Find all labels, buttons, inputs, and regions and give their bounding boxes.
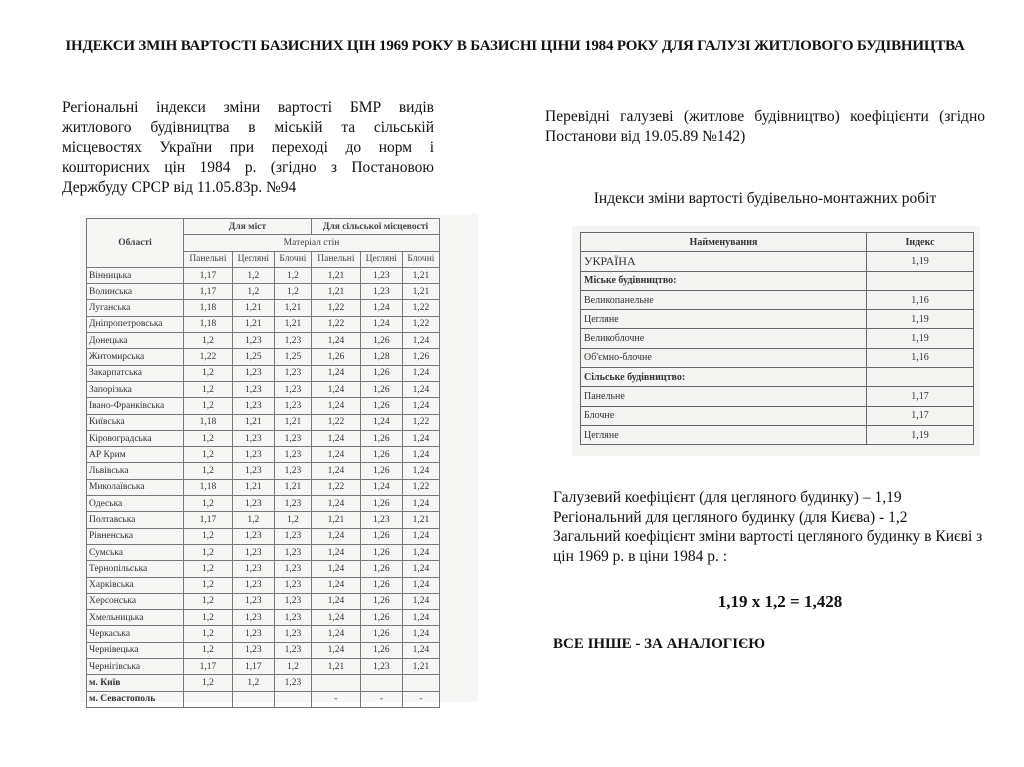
index-value: 1,23 bbox=[232, 430, 274, 446]
header-col-3: Панельні bbox=[311, 251, 360, 267]
index-value: 1,2 bbox=[184, 610, 233, 626]
index-value: 1,17 bbox=[232, 659, 274, 675]
item-index: 1,16 bbox=[867, 348, 974, 367]
header-col-2: Блочні bbox=[274, 251, 311, 267]
index-value: 1,26 bbox=[360, 593, 402, 609]
index-value: 1,23 bbox=[274, 430, 311, 446]
table-row bbox=[87, 561, 440, 577]
index-value: 1,23 bbox=[274, 381, 311, 397]
index-value: 1,28 bbox=[360, 349, 402, 365]
index-value: 1,21 bbox=[232, 316, 274, 332]
regional-indices-table bbox=[86, 218, 440, 708]
index-value: 1,24 bbox=[402, 577, 439, 593]
index-value: 1,21 bbox=[232, 300, 274, 316]
index-value: 1,26 bbox=[360, 463, 402, 479]
header-col-0: Панельні bbox=[184, 251, 233, 267]
table-row bbox=[581, 252, 974, 271]
region-name: Київська bbox=[87, 414, 184, 430]
item-name: Об'ємно-блочне bbox=[581, 348, 867, 367]
index-value: 1,24 bbox=[402, 430, 439, 446]
index-value: 1,18 bbox=[184, 414, 233, 430]
index-value: 1,23 bbox=[232, 398, 274, 414]
bmr-indices-subtitle: Індекси зміни вартості будівельно-монтажних робіт bbox=[593, 190, 937, 207]
table-row bbox=[87, 463, 440, 479]
index-value: 1,24 bbox=[402, 626, 439, 642]
item-index: 1,19 bbox=[867, 252, 974, 271]
item-name: Міське будівництво: bbox=[581, 271, 867, 290]
index-value: 1,26 bbox=[360, 528, 402, 544]
conclusion: ВСЕ ІНШЕ - ЗА АНАЛОГІЄЮ bbox=[553, 636, 766, 652]
index-value: 1,17 bbox=[184, 267, 233, 283]
index-value: 1,26 bbox=[402, 349, 439, 365]
sector-coefficients-description: Перевідні галузеві (житлове будівництво) коефіцієнти (згідно Постанови від 19.05.89 №142) bbox=[545, 108, 985, 145]
item-index bbox=[867, 271, 974, 290]
region-name: Хмельницька bbox=[87, 610, 184, 626]
region-name: Одеська bbox=[87, 496, 184, 512]
item-name: Сільське будівництво: bbox=[581, 368, 867, 387]
table-row bbox=[87, 349, 440, 365]
index-value: 1,21 bbox=[274, 300, 311, 316]
regional-indices-description: Регіональні індекси зміни вартості БМР видів житлового будівництва в міській та сільській місцевостях України при переході до норм і кошторисних цін 1984 р. (згідно з Постановою Держбуду СРСР від 11.05.83р. №94 bbox=[62, 99, 434, 196]
index-value: 1,24 bbox=[311, 544, 360, 560]
table-row bbox=[87, 398, 440, 414]
index-value: - bbox=[311, 691, 360, 707]
index-value: 1,24 bbox=[402, 365, 439, 381]
region-name: Кіровоградська bbox=[87, 430, 184, 446]
index-value: 1,24 bbox=[311, 642, 360, 658]
region-name: Донецька bbox=[87, 333, 184, 349]
index-value bbox=[311, 675, 360, 691]
table-row bbox=[581, 387, 974, 406]
index-value: 1,23 bbox=[274, 463, 311, 479]
index-value: 1,24 bbox=[311, 398, 360, 414]
index-value: 1,2 bbox=[184, 365, 233, 381]
region-name: АР Крим bbox=[87, 447, 184, 463]
index-value: 1,24 bbox=[402, 544, 439, 560]
index-value: 1,24 bbox=[311, 496, 360, 512]
item-index bbox=[867, 368, 974, 387]
index-value: 1,23 bbox=[232, 381, 274, 397]
index-value: 1,17 bbox=[184, 284, 233, 300]
index-value: 1,24 bbox=[402, 398, 439, 414]
index-value: 1,2 bbox=[184, 463, 233, 479]
index-value: 1,23 bbox=[274, 496, 311, 512]
index-value: 1,2 bbox=[184, 544, 233, 560]
index-value: 1,2 bbox=[184, 593, 233, 609]
index-value: 1,2 bbox=[274, 512, 311, 528]
index-value: 1,21 bbox=[311, 267, 360, 283]
index-value: 1,24 bbox=[360, 414, 402, 430]
index-value: 1,23 bbox=[274, 642, 311, 658]
item-index: 1,16 bbox=[867, 290, 974, 309]
index-value: 1,21 bbox=[274, 414, 311, 430]
table-row bbox=[87, 626, 440, 642]
index-value: 1,26 bbox=[360, 447, 402, 463]
index-value: 1,2 bbox=[184, 496, 233, 512]
index-value: 1,24 bbox=[402, 496, 439, 512]
index-value: 1,26 bbox=[360, 561, 402, 577]
item-index: 1,19 bbox=[867, 329, 974, 348]
index-value: 1,22 bbox=[402, 316, 439, 332]
index-value: 1,24 bbox=[402, 381, 439, 397]
index-value: 1,23 bbox=[274, 365, 311, 381]
index-value: 1,24 bbox=[402, 463, 439, 479]
header-cities: Для міст bbox=[184, 219, 312, 235]
index-value: 1,21 bbox=[232, 479, 274, 495]
index-value: 1,24 bbox=[402, 561, 439, 577]
index-value: 1,21 bbox=[402, 267, 439, 283]
index-value: 1,21 bbox=[402, 284, 439, 300]
index-value: 1,24 bbox=[402, 642, 439, 658]
index-value: 1,2 bbox=[184, 642, 233, 658]
regional-coefficient-line: Регіональний для цегляного будинку (для Києва) - 1,2 bbox=[553, 508, 908, 526]
bmr-indices-table bbox=[580, 232, 974, 445]
table-row bbox=[87, 316, 440, 332]
region-name: Миколаївська bbox=[87, 479, 184, 495]
table-row bbox=[87, 659, 440, 675]
index-value bbox=[274, 691, 311, 707]
index-value: 1,24 bbox=[311, 430, 360, 446]
table-row bbox=[581, 368, 974, 387]
index-value: 1,2 bbox=[184, 626, 233, 642]
item-name: Великопанельне bbox=[581, 290, 867, 309]
index-value: 1,22 bbox=[311, 300, 360, 316]
table-row bbox=[87, 365, 440, 381]
index-value: 1,26 bbox=[311, 349, 360, 365]
index-value: 1,22 bbox=[311, 479, 360, 495]
index-value: 1,23 bbox=[360, 512, 402, 528]
item-index: 1,17 bbox=[867, 406, 974, 425]
index-value: 1,21 bbox=[274, 316, 311, 332]
header-wall-material: Матеріал стін bbox=[184, 235, 440, 251]
index-value: 1,25 bbox=[274, 349, 311, 365]
index-value: 1,2 bbox=[232, 267, 274, 283]
table-row bbox=[87, 593, 440, 609]
index-value: 1,23 bbox=[232, 610, 274, 626]
index-value: 1,23 bbox=[274, 675, 311, 691]
index-value: 1,23 bbox=[274, 626, 311, 642]
index-value: 1,24 bbox=[311, 381, 360, 397]
region-name: Рівненська bbox=[87, 528, 184, 544]
region-name: Закарпатська bbox=[87, 365, 184, 381]
region-name: Полтавська bbox=[87, 512, 184, 528]
index-value: 1,23 bbox=[274, 333, 311, 349]
region-name: Житомирська bbox=[87, 349, 184, 365]
index-value: 1,21 bbox=[274, 479, 311, 495]
index-value: 1,24 bbox=[311, 528, 360, 544]
index-value: 1,23 bbox=[274, 447, 311, 463]
index-value: 1,21 bbox=[311, 512, 360, 528]
table-row bbox=[87, 414, 440, 430]
region-name: Дніпропетровська bbox=[87, 316, 184, 332]
index-value: 1,24 bbox=[402, 610, 439, 626]
header-index: Індекс bbox=[867, 233, 974, 252]
index-value bbox=[402, 675, 439, 691]
region-name: Чернівецька bbox=[87, 642, 184, 658]
index-value: 1,24 bbox=[311, 626, 360, 642]
index-value: 1,23 bbox=[360, 284, 402, 300]
table-row bbox=[87, 528, 440, 544]
header-rural: Для сільської місцевості bbox=[311, 219, 439, 235]
table-row bbox=[581, 425, 974, 444]
index-value: 1,23 bbox=[232, 577, 274, 593]
item-name: Цегляне bbox=[581, 425, 867, 444]
region-name: Львівська bbox=[87, 463, 184, 479]
index-value: 1,26 bbox=[360, 381, 402, 397]
formula: 1,19 х 1,2 = 1,428 bbox=[717, 592, 843, 611]
index-value: 1,2 bbox=[184, 447, 233, 463]
index-value: 1,23 bbox=[232, 463, 274, 479]
index-value: 1,24 bbox=[311, 447, 360, 463]
table-row bbox=[87, 267, 440, 283]
index-value: 1,23 bbox=[360, 267, 402, 283]
index-value: 1,18 bbox=[184, 316, 233, 332]
index-value: 1,22 bbox=[184, 349, 233, 365]
index-value: 1,24 bbox=[360, 316, 402, 332]
index-value bbox=[232, 691, 274, 707]
index-value: 1,24 bbox=[311, 463, 360, 479]
index-value: 1,21 bbox=[402, 659, 439, 675]
index-value: 1,23 bbox=[274, 610, 311, 626]
index-value: 1,2 bbox=[184, 381, 233, 397]
region-name: м. Севастополь bbox=[87, 691, 184, 707]
table-row bbox=[87, 675, 440, 691]
index-value: 1,2 bbox=[184, 398, 233, 414]
index-value: 1,21 bbox=[311, 284, 360, 300]
index-value: 1,17 bbox=[184, 512, 233, 528]
table-row bbox=[581, 271, 974, 290]
index-value: 1,22 bbox=[402, 414, 439, 430]
table-row bbox=[87, 447, 440, 463]
index-value: 1,2 bbox=[184, 675, 233, 691]
table-row bbox=[87, 333, 440, 349]
region-name: Луганська bbox=[87, 300, 184, 316]
index-value: 1,22 bbox=[402, 479, 439, 495]
index-value: 1,23 bbox=[274, 398, 311, 414]
index-value: - bbox=[360, 691, 402, 707]
index-value: 1,2 bbox=[184, 528, 233, 544]
index-value: 1,18 bbox=[184, 300, 233, 316]
index-value: 1,24 bbox=[311, 593, 360, 609]
table-row bbox=[87, 496, 440, 512]
index-value: 1,24 bbox=[402, 333, 439, 349]
index-value: 1,26 bbox=[360, 544, 402, 560]
item-name: УКРАЇНА bbox=[581, 252, 867, 271]
index-value: 1,2 bbox=[232, 512, 274, 528]
index-value: - bbox=[402, 691, 439, 707]
table-row bbox=[87, 544, 440, 560]
table-row bbox=[87, 284, 440, 300]
index-value: 1,24 bbox=[311, 561, 360, 577]
table-row bbox=[87, 610, 440, 626]
index-value: 1,2 bbox=[232, 284, 274, 300]
table-row bbox=[581, 290, 974, 309]
index-value: 1,23 bbox=[232, 496, 274, 512]
index-value: 1,26 bbox=[360, 365, 402, 381]
index-value: 1,2 bbox=[274, 284, 311, 300]
index-value: 1,23 bbox=[232, 544, 274, 560]
index-value: 1,21 bbox=[402, 512, 439, 528]
index-value: 1,24 bbox=[402, 593, 439, 609]
index-value: 1,24 bbox=[311, 365, 360, 381]
region-name: Івано-Франківська bbox=[87, 398, 184, 414]
table-row bbox=[87, 430, 440, 446]
index-value: 1,24 bbox=[360, 479, 402, 495]
index-value: 1,23 bbox=[232, 447, 274, 463]
region-name: Вінницька bbox=[87, 267, 184, 283]
index-value: 1,26 bbox=[360, 642, 402, 658]
index-value: 1,26 bbox=[360, 577, 402, 593]
item-index: 1,19 bbox=[867, 310, 974, 329]
table-row bbox=[87, 642, 440, 658]
index-value: 1,24 bbox=[311, 610, 360, 626]
index-value: 1,2 bbox=[184, 561, 233, 577]
table-row bbox=[581, 329, 974, 348]
index-value: 1,24 bbox=[360, 300, 402, 316]
item-name: Великоблочне bbox=[581, 329, 867, 348]
index-value: 1,23 bbox=[232, 593, 274, 609]
table-row bbox=[87, 381, 440, 397]
index-value: 1,23 bbox=[232, 626, 274, 642]
calculation-explanation bbox=[553, 488, 993, 566]
index-value: 1,2 bbox=[184, 577, 233, 593]
index-value: 1,22 bbox=[402, 300, 439, 316]
index-value: 1,2 bbox=[232, 675, 274, 691]
header-regions: Області bbox=[87, 219, 184, 268]
index-value: 1,23 bbox=[232, 561, 274, 577]
table-row bbox=[87, 577, 440, 593]
item-name: Цегляне bbox=[581, 310, 867, 329]
index-value: 1,23 bbox=[274, 528, 311, 544]
index-value: 1,24 bbox=[311, 333, 360, 349]
region-name: Запорізька bbox=[87, 381, 184, 397]
region-name: Чернігівська bbox=[87, 659, 184, 675]
index-value: 1,17 bbox=[184, 659, 233, 675]
index-value: 1,26 bbox=[360, 626, 402, 642]
table-row bbox=[581, 348, 974, 367]
index-value: 1,23 bbox=[274, 544, 311, 560]
index-value: 1,2 bbox=[184, 430, 233, 446]
index-value: 1,18 bbox=[184, 479, 233, 495]
item-name: Панельне bbox=[581, 387, 867, 406]
region-name: Волинська bbox=[87, 284, 184, 300]
index-value bbox=[184, 691, 233, 707]
region-name: Черкаська bbox=[87, 626, 184, 642]
total-coefficient-line: Загальний коефіцієнт зміни вартості цегляного будинку в Києві з цін 1969 р. в ціни 1984 р. : bbox=[553, 528, 983, 565]
index-value: 1,23 bbox=[274, 593, 311, 609]
index-value: 1,24 bbox=[311, 577, 360, 593]
table-row bbox=[87, 300, 440, 316]
region-name: Сумська bbox=[87, 544, 184, 560]
item-index: 1,17 bbox=[867, 387, 974, 406]
index-value: 1,21 bbox=[232, 414, 274, 430]
table-row bbox=[87, 479, 440, 495]
table-row bbox=[87, 691, 440, 707]
page-title: ІНДЕКСИ ЗМІН ВАРТОСТІ БАЗИСНИХ ЦІН 1969 РОКУ В БАЗИСНІ ЦІНИ 1984 РОКУ ДЛЯ ГАЛУЗІ ЖИТЛОВОГО БУДІВНИЦТВА bbox=[65, 38, 965, 54]
region-name: м. Київ bbox=[87, 675, 184, 691]
index-value: 1,23 bbox=[232, 333, 274, 349]
index-value: 1,23 bbox=[274, 561, 311, 577]
region-name: Харківська bbox=[87, 577, 184, 593]
index-value: 1,22 bbox=[311, 414, 360, 430]
table-row bbox=[581, 310, 974, 329]
index-value: 1,26 bbox=[360, 333, 402, 349]
header-col-1: Цегляні bbox=[232, 251, 274, 267]
index-value: 1,26 bbox=[360, 610, 402, 626]
region-name: Херсонська bbox=[87, 593, 184, 609]
index-value: 1,23 bbox=[232, 528, 274, 544]
index-value bbox=[360, 675, 402, 691]
index-value: 1,25 bbox=[232, 349, 274, 365]
header-col-4: Цегляні bbox=[360, 251, 402, 267]
index-value: 1,2 bbox=[274, 267, 311, 283]
index-value: 1,23 bbox=[232, 365, 274, 381]
index-value: 1,24 bbox=[402, 528, 439, 544]
region-name: Тернопільська bbox=[87, 561, 184, 577]
index-value: 1,23 bbox=[360, 659, 402, 675]
index-value: 1,23 bbox=[232, 642, 274, 658]
index-value: 1,26 bbox=[360, 398, 402, 414]
index-value: 1,24 bbox=[402, 447, 439, 463]
index-value: 1,2 bbox=[184, 333, 233, 349]
index-value: 1,23 bbox=[274, 577, 311, 593]
sector-coefficient-line: Галузевий коефіцієнт (для цегляного будинку) – 1,19 bbox=[553, 489, 902, 506]
table-row bbox=[87, 512, 440, 528]
index-value: 1,21 bbox=[311, 659, 360, 675]
item-index: 1,19 bbox=[867, 425, 974, 444]
header-name: Найменування bbox=[581, 233, 867, 252]
index-value: 1,2 bbox=[274, 659, 311, 675]
header-col-5: Блочні bbox=[402, 251, 439, 267]
table-row bbox=[581, 406, 974, 425]
index-value: 1,26 bbox=[360, 496, 402, 512]
index-value: 1,22 bbox=[311, 316, 360, 332]
item-name: Блочне bbox=[581, 406, 867, 425]
index-value: 1,26 bbox=[360, 430, 402, 446]
